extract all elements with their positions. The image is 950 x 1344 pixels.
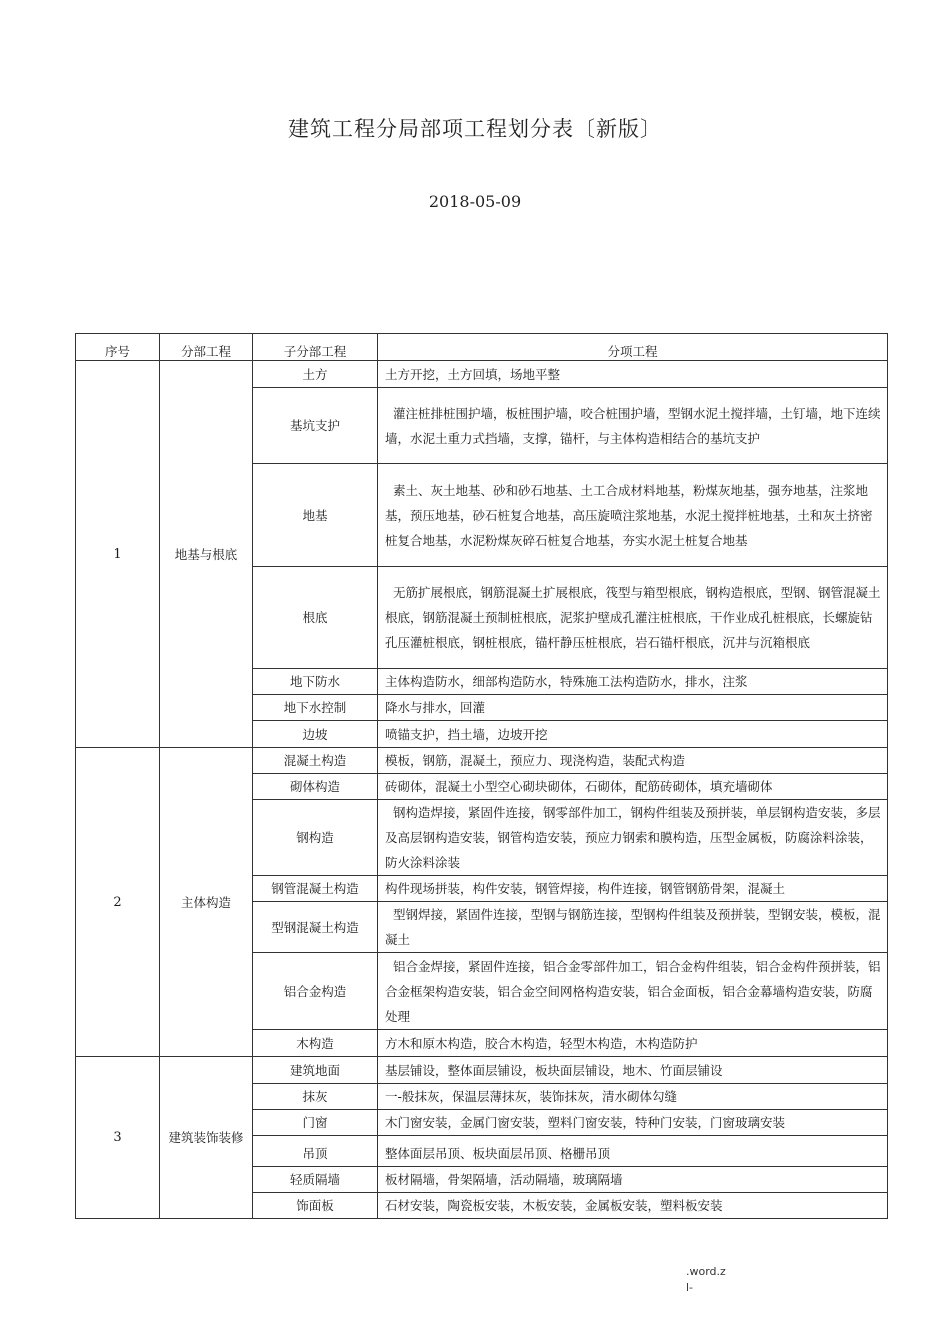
subdivision-name: 铝合金构造 — [253, 953, 378, 1030]
items-cell: 方木和原木构造，胶合木构造，轻型木构造，木构造防护 — [378, 1030, 888, 1057]
subdivision-name: 地基 — [253, 464, 378, 567]
header-division: 分部工程 — [160, 334, 253, 361]
table-header-row — [76, 334, 888, 361]
subdivision-name: 吊顶 — [253, 1136, 378, 1167]
items-cell: 砖砌体，混凝土小型空心砌块砌体，石砌体，配筋砖砌体，填充墙砌体 — [378, 774, 888, 800]
division-name: 主体构造 — [160, 748, 253, 1057]
items-cell: 模板，钢筋，混凝土，预应力、现浇构造，装配式构造 — [378, 748, 888, 774]
items-cell: 无筋扩展根底，钢筋混凝土扩展根底，筏型与箱型根底，钢构造根底，型钢、钢管混凝土根底，钢筋混凝土预制桩根底，泥浆护壁成孔灌注桩根底，干作业成孔桩根底，长螺旋钻孔压灌桩根底，钢桩根底，锚杆静压桩根底，岩石锚杆根底，沉井与沉箱根底 — [378, 567, 888, 669]
header-subdivision: 子分部工程 — [253, 334, 378, 361]
subdivision-name: 地下防水 — [253, 669, 378, 695]
items-cell: 灌注桩排桩围护墙，板桩围护墙，咬合桩围护墙，型钢水泥土搅拌墙，土钉墙，地下连续墙，水泥土重力式挡墙，支撑，锚杆，与主体构造相结合的基坑支护 — [378, 388, 888, 464]
group-no: 1 — [76, 361, 160, 748]
division-name: 建筑装饰装修 — [160, 1057, 253, 1219]
items-cell: 喷锚支护，挡土墙，边坡开挖 — [378, 721, 888, 748]
items-cell: 土方开挖，土方回填，场地平整 — [378, 361, 888, 388]
page-footer — [686, 1264, 726, 1296]
items-cell: 钢构造焊接，紧固件连接，钢零部件加工，钢构件组装及预拼装，单层钢构造安装，多层及高层钢构造安装，钢管构造安装，预应力钢索和膜构造，压型金属板，防腐涂料涂装，防火涂料涂装 — [378, 800, 888, 876]
items-cell: 石材安装，陶瓷板安装，木板安装，金属板安装，塑料板安装 — [378, 1193, 888, 1219]
items-cell: 构件现场拼装，构件安装，钢管焊接，构件连接，钢管钢筋骨架，混凝土 — [378, 876, 888, 902]
subdivision-name: 轻质隔墙 — [253, 1167, 378, 1193]
items-cell: 整体面层吊顶、板块面层吊顶、格栅吊顶 — [378, 1136, 888, 1167]
group-no: 3 — [76, 1057, 160, 1219]
footer-line-1: .word.z — [686, 1265, 726, 1278]
subdivision-name: 抹灰 — [253, 1084, 378, 1110]
items-cell: 铝合金焊接，紧固件连接，铝合金零部件加工，铝合金构件组装，铝合金构件预拼装，铝合金框架构造安装，铝合金空间网格构造安装，铝合金面板，铝合金幕墙构造安装，防腐处理 — [378, 953, 888, 1030]
items-cell: 素土、灰土地基、砂和砂石地基、土工合成材料地基，粉煤灰地基，强夯地基，注浆地基，预压地基，砂石桩复合地基，高压旋喷注浆地基，水泥土搅拌桩地基，土和灰土挤密桩复合地基，水泥粉煤灰碎石桩复合地基，夯实水泥土桩复合地基 — [378, 464, 888, 567]
document-date: 2018-05-09 — [428, 192, 522, 211]
subdivision-name: 土方 — [253, 361, 378, 388]
subdivision-name: 钢管混凝土构造 — [253, 876, 378, 902]
items-cell: 基层铺设，整体面层铺设，板块面层铺设，地木、竹面层铺设 — [378, 1057, 888, 1084]
subdivision-name: 根底 — [253, 567, 378, 669]
subdivision-name: 饰面板 — [253, 1193, 378, 1219]
items-cell: 降水与排水，回灌 — [378, 695, 888, 721]
table-row — [76, 1057, 888, 1084]
items-cell: 主体构造防水，细部构造防水，特殊施工法构造防水，排水，注浆 — [378, 669, 888, 695]
subdivision-name: 木构造 — [253, 1030, 378, 1057]
subdivision-name: 基坑支护 — [253, 388, 378, 464]
subdivision-name: 门窗 — [253, 1110, 378, 1136]
subdivision-name: 边坡 — [253, 721, 378, 748]
items-cell: 木门窗安装，金属门窗安装，塑料门窗安装，特种门安装，门窗玻璃安装 — [378, 1110, 888, 1136]
items-cell: 一-般抹灰，保温层薄抹灰，装饰抹灰，清水砌体勾缝 — [378, 1084, 888, 1110]
subdivision-name: 钢构造 — [253, 800, 378, 876]
footer-line-2: l- — [686, 1281, 694, 1294]
subdivision-name: 砌体构造 — [253, 774, 378, 800]
subdivision-name: 混凝土构造 — [253, 748, 378, 774]
table-row — [76, 748, 888, 774]
items-cell: 板材隔墙，骨架隔墙，活动隔墙，玻璃隔墙 — [378, 1167, 888, 1193]
header-items: 分项工程 — [378, 334, 888, 361]
page-title: 建筑工程分局部项工程划分表〔新版〕 — [288, 117, 662, 141]
subdivision-name: 地下水控制 — [253, 695, 378, 721]
division-table — [75, 333, 888, 1219]
group-no: 2 — [76, 748, 160, 1057]
subdivision-name: 建筑地面 — [253, 1057, 378, 1084]
header-no: 序号 — [76, 334, 160, 361]
table-row — [76, 361, 888, 388]
subdivision-name: 型钢混凝土构造 — [253, 902, 378, 953]
items-cell: 型钢焊接，紧固件连接，型钢与钢筋连接，型钢构件组装及预拼装，型钢安装，模板，混凝土 — [378, 902, 888, 953]
division-name: 地基与根底 — [160, 361, 253, 748]
